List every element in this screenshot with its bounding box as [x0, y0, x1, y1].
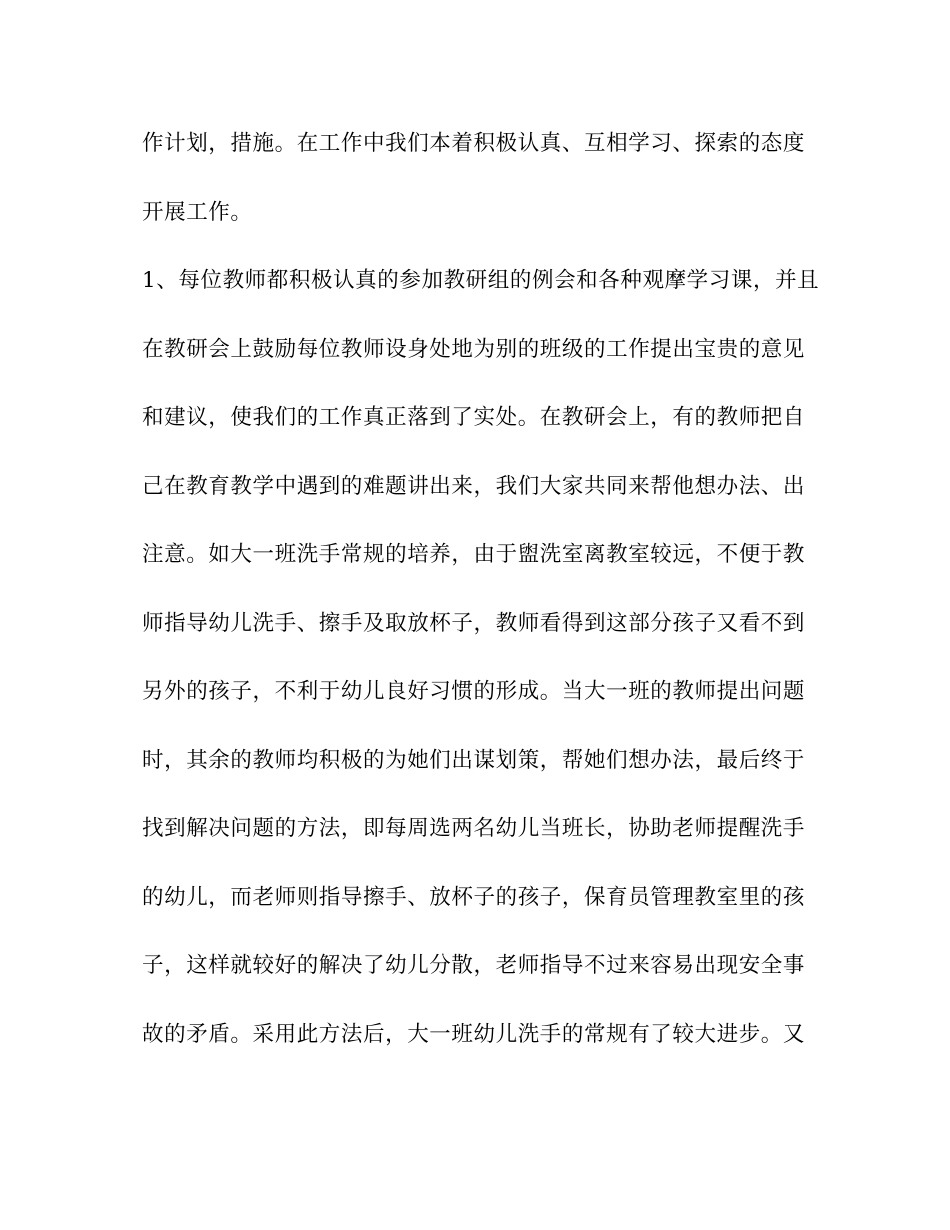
text-line: 的幼儿，而老师则指导擦手、放杯子的孩子，保育员管理教室里的孩	[142, 884, 806, 910]
text-line: 另外的孩子，不利于幼儿良好习惯的形成。当大一班的教师提出问题	[142, 679, 806, 704]
text-line: 开展工作。	[142, 199, 253, 225]
text-line: 在教研会上鼓励每位教师设身处地为别的班级的工作提出宝贵的意见	[142, 336, 806, 362]
text-line: 师指导幼儿洗手、擦手及取放杯子，教师看得到这部分孩子又看不到	[142, 610, 806, 636]
text-line: 己在教育教学中遇到的难题讲出来，我们大家共同来帮他想办法、出	[142, 473, 806, 499]
text-line: 找到解决问题的方法，即每周选两名幼儿当班长，协助老师提醒洗手	[142, 816, 806, 841]
text-line: 故的矛盾。采用此方法后，大一班幼儿洗手的常规有了较大进步。又	[142, 1021, 806, 1047]
text-line: 作计划，措施。在工作中我们本着积极认真、互相学习、探索的态度	[142, 131, 806, 156]
text-line: 时，其余的教师均积极的为她们出谋划策，帮她们想办法，最后终于	[142, 747, 806, 773]
body-text	[142, 122, 822, 1081]
text-line: 和建议，使我们的工作真正落到了实处。在教研会上，有的教师把自	[142, 405, 806, 430]
text-line: 子，这样就较好的解决了幼儿分散，老师指导不过来容易出现安全事	[142, 953, 806, 978]
text-line: 注意。如大一班洗手常规的培养，由于盥洗室离教室较远，不便于教	[142, 542, 806, 567]
text-line: 1、每位教师都积极认真的参加教研组的例会和各种观摩学习课，并且	[142, 268, 820, 293]
